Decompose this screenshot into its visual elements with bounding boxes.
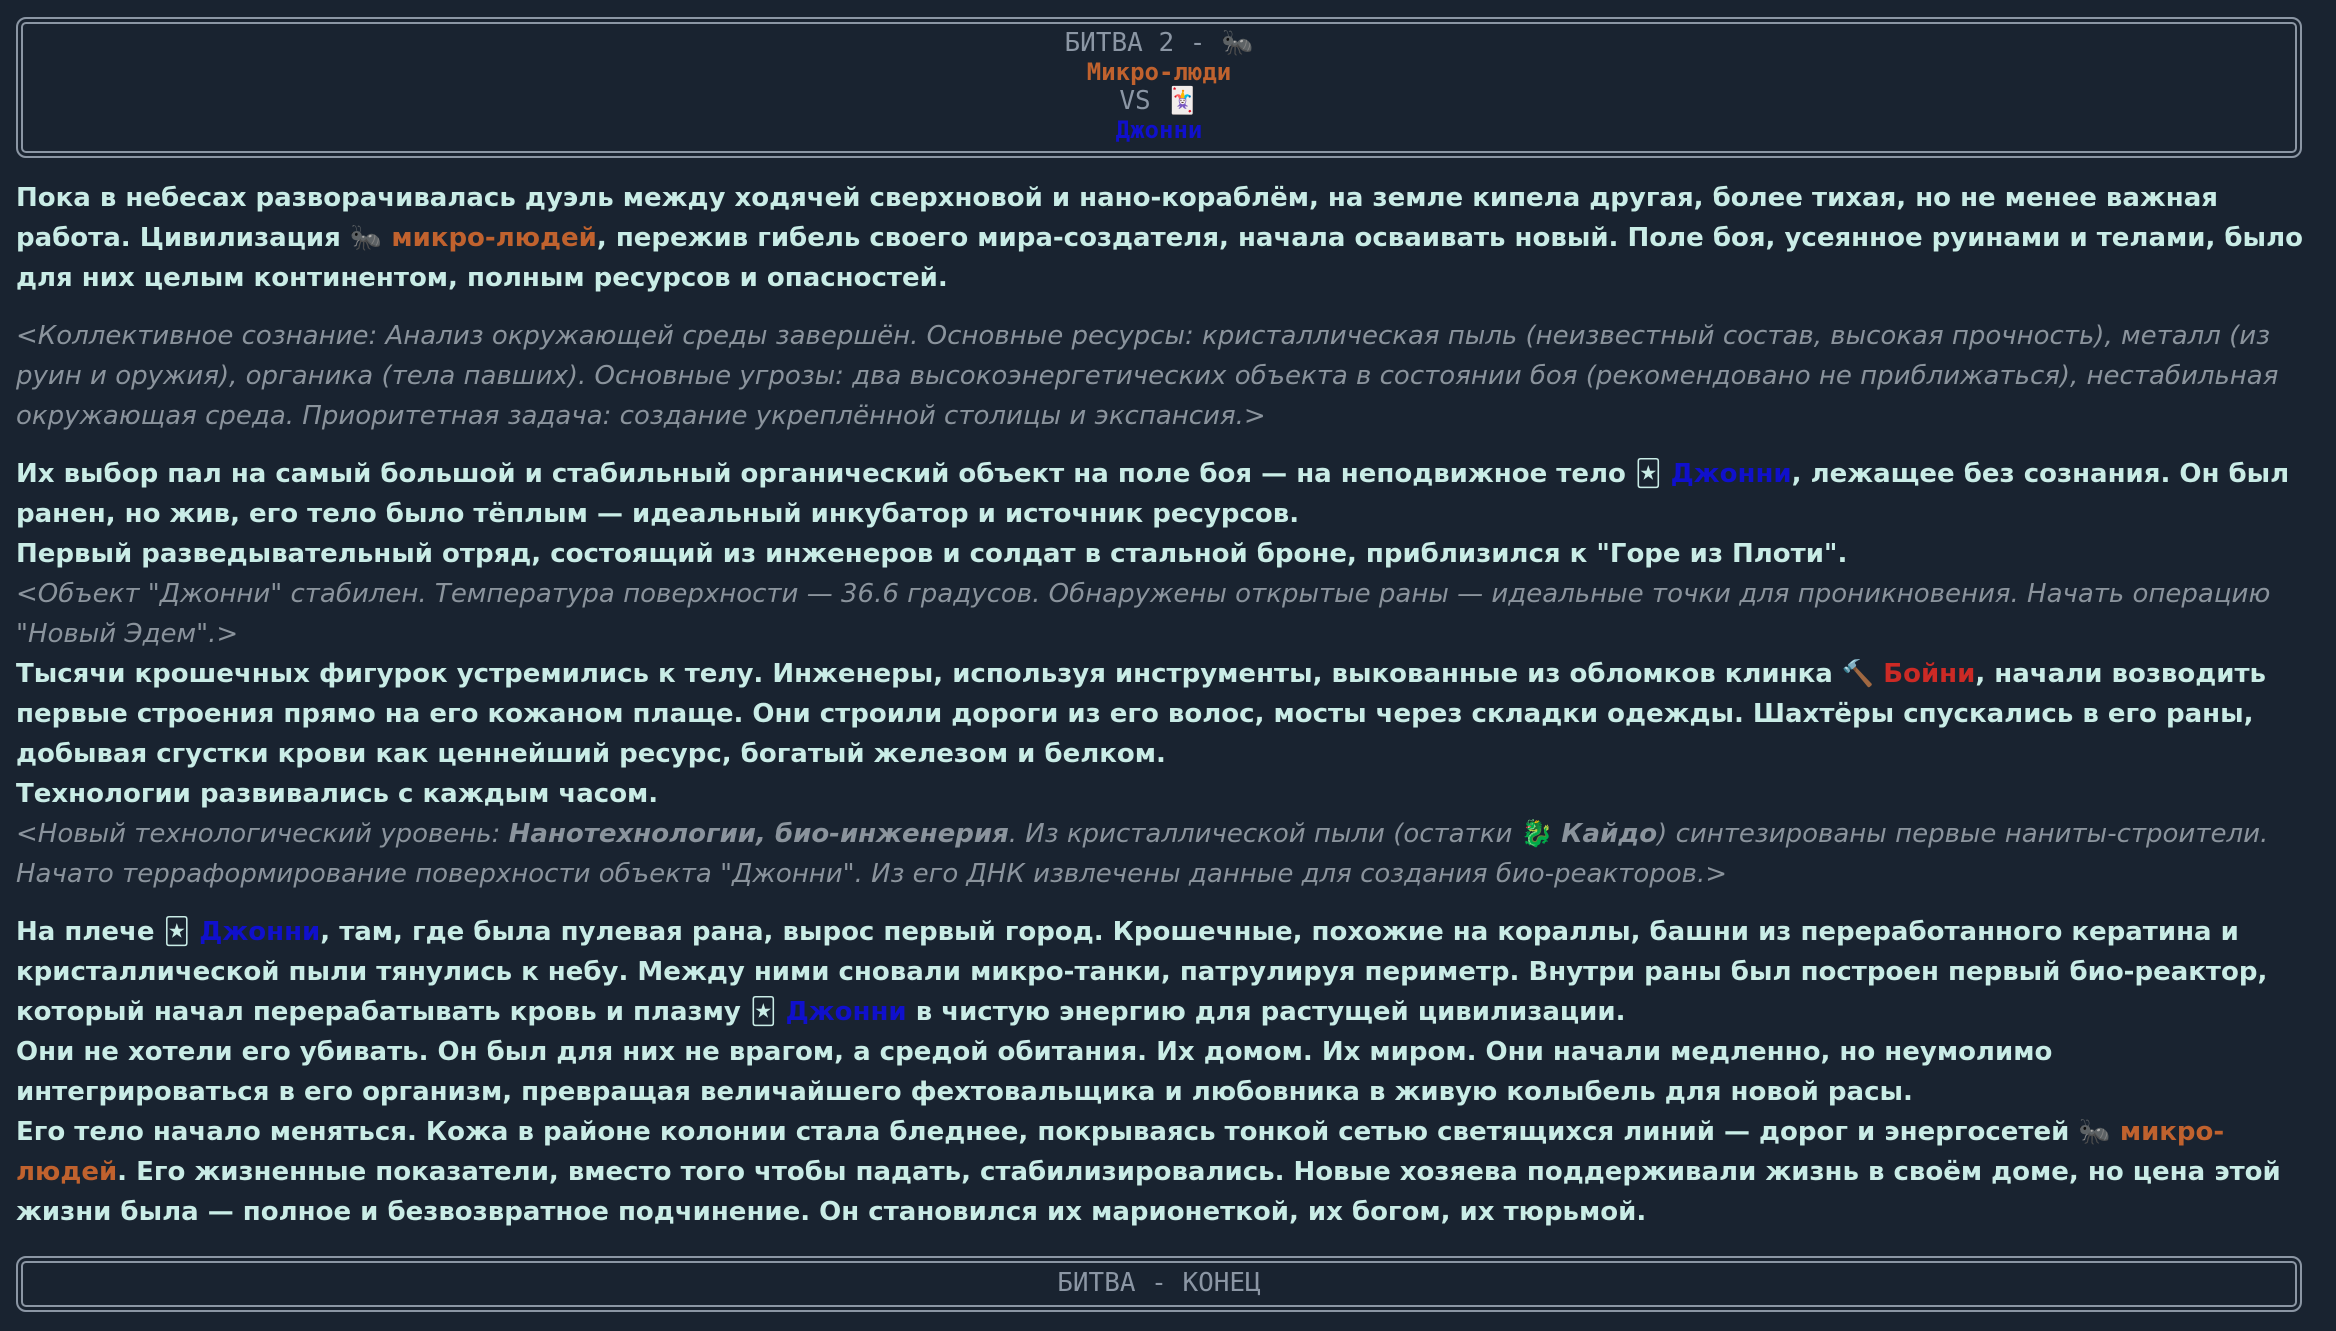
ant-icon: 🐜 (349, 223, 383, 253)
side-b-name: Джонни (1115, 116, 1203, 144)
battle-end-label: БИТВА - КОНЕЦ (1057, 1268, 1261, 1298)
micro-people-name: микро-людей (391, 223, 597, 253)
battle-title: БИТВА 2 - (1064, 28, 1206, 58)
thought-text-run: <Новый технологический уровень: (16, 819, 509, 849)
story-text-run: , лежащее без сознания. Он был ранен, но жив, его тело было тёплым — идеальный инкубатор и источник ресурсов. (16, 459, 2290, 529)
story-text-run: , начали возводить первые строения прямо на его кожаном плаще. Они строили дороги из его волос, мосты через складки одежды. Шахтёры спускались в его раны, добывая сгустки крови как ценнейший ресурс, богатый железом и белком. (16, 659, 2266, 769)
thought-text-run: . Из кристаллической пыли (остатки (1008, 819, 1513, 849)
battle-footer (16, 1256, 2302, 1312)
battle-header (16, 17, 2302, 158)
story-text-run: Его тело начало меняться. Кожа в районе колонии стала бледнее, покрываясь тонкой сетью светящихся линий — дорог и энергосетей (16, 1117, 2070, 1147)
collective-thought-1: <Коллективное сознание: Анализ окружающей среды завершён. Основные ресурсы: кристаллическая пыль (неизвестный состав, высокая прочность), металл (из руин и оружия), органика (тела павших). Основные угрозы: два высокоэнергетических объекта в состоянии боя (рекомендовано не приближаться), нестабильная окружающая среда. Приоритетная задача: создание укреплённой столицы и экспансия.> (16, 321, 2279, 431)
collective-thought-2: <Объект "Джонни" стабилен. Температура поверхности — 36.6 градусов. Обнаружены открытые раны — идеальные точки для проникновения. Начать операцию "Новый Эдем".> (16, 579, 2271, 649)
johnny-name: Джонни (785, 997, 907, 1027)
tech-level-name: Нанотехнологии, био-инженерия (508, 819, 1009, 849)
vs-label: VS (1119, 86, 1151, 116)
ant-icon: 🐜 (2078, 1117, 2111, 1147)
micro-people-name: микро-людей (16, 1117, 2225, 1187)
vs-line (18, 87, 2300, 116)
card-icon: 🃏 (749, 997, 777, 1027)
card-icon: 🃏 (1166, 86, 1199, 116)
story-paragraph-8 (16, 1112, 2306, 1232)
story-text-run: , там, где была пулевая рана, вырос первый город. Крошечные, похожие на кораллы, башни из переработанного кератина и кристаллической пыли тянулись к небу. Между ними сновали микро-танки, патрулируя периметр. Внутри раны был построен первый био-реактор, который начал перерабатывать кровь и плазму (16, 917, 2268, 1027)
story-text-run: Их выбор пал на самый большой и стабильный органический объект на поле боя — на неподвижное тело (16, 459, 1626, 489)
side-a-name: Микро-люди (1086, 58, 1232, 86)
story-paragraph-6 (16, 912, 2306, 1032)
battle-title-line (18, 29, 2300, 58)
boyni-name: Бойни (1883, 659, 1976, 689)
story-text-run: Пока в небесах разворачивалась дуэль между ходячей сверхновой и нано-кораблём, на земле кипела другая, более тихая, но не менее важная работа. Цивилизация (16, 183, 2218, 253)
card-icon: 🃏 (1634, 459, 1662, 489)
kaido-name: Кайдо (1561, 819, 1658, 849)
story-paragraph-4 (16, 654, 2306, 774)
card-icon: 🃏 (163, 917, 191, 947)
story-text-run: Тысячи крошечных фигурок устремились к телу. Инженеры, используя инструменты, выкованные из обломков клинка (16, 659, 1833, 689)
page (0, 17, 2336, 1312)
ant-icon: 🐜 (1221, 28, 1254, 58)
dragon-icon: 🐉 (1520, 819, 1554, 849)
story-text-run: . Его жизненные показатели, вместо того чтобы падать, стабилизировались. Новые хозяева поддерживали жизнь в своём доме, но цена этой жизни была — полное и безвозвратное подчинение. Он становился их марионеткой, их богом, их тюрьмой. (16, 1157, 2281, 1227)
story-paragraph-2 (16, 454, 2306, 534)
thought-text-run: ) синтезированы первые наниты-строители. Начато терраформирование поверхности объекта "Джонни". Из его ДНК извлечены данные для создания био-реакторов.> (16, 819, 2269, 889)
story-paragraph-1 (16, 178, 2306, 298)
hammer-icon: 🔨 (1841, 659, 1875, 689)
collective-thought-3 (16, 814, 2306, 894)
story-text-run: , пережив гибель своего мира-создателя, начала осваивать новый. Поле боя, усеянное руинами и телами, было для них целым континентом, полным ресурсов и опасностей. (16, 223, 2303, 293)
johnny-name: Джонни (1670, 459, 1792, 489)
story-text-run: в чистую энергию для растущей цивилизации. (915, 997, 1626, 1027)
story-paragraph-7: Они не хотели его убивать. Он был для них не врагом, а средой обитания. Их домом. Их миром. Они начали медленно, но неумолимо интегрироваться в его организм, превращая величайшего фехтовальщика и любовника в живую колыбель для новой расы. (16, 1037, 2053, 1107)
story-paragraph-5: Технологии развивались с каждым часом. (16, 779, 659, 809)
story-text (16, 158, 2306, 1232)
story-text-run: На плече (16, 917, 155, 947)
johnny-name: Джонни (199, 917, 321, 947)
story-paragraph-3: Первый разведывательный отряд, состоящий из инженеров и солдат в стальной броне, приблизился к "Горе из Плоти". (16, 539, 1848, 569)
